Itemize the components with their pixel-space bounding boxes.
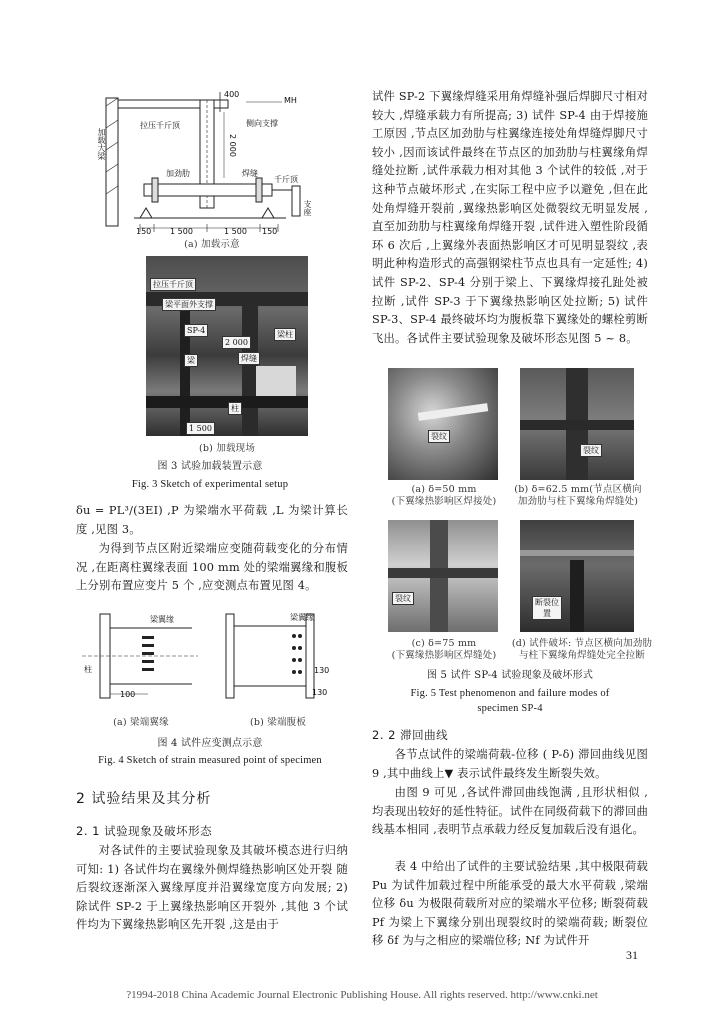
fig5c-label: 裂纹 — [392, 592, 414, 605]
paragraph-table4: 表 4 中给出了试件的主要试验结果 ,其中极限荷载 Pu 为试件加载过程中所能承受的最大水平荷载 ,梁端位移 δu 为极限荷载所对应的梁端水平位移; 断裂荷载 Pf 为梁上下翼缘分别出现裂纹时的梁端荷载; 断裂位移 δf 为与之相应的梁端位移; Nf 为试件开 — [372, 860, 648, 948]
fig5a-subcaption: (a) δ=50 mm (下翼缘热影响区焊接处) — [391, 484, 497, 507]
fig4a-svg — [82, 610, 200, 702]
fig3b-label-col2: 柱 — [228, 402, 242, 415]
fig5d-label: 断裂位置 — [532, 596, 562, 620]
paragraph-test-phenomena: 对各试件的主要试验现象及其破坏模态进行归纳可知: 1) 各试件均在翼缘外侧焊缝热影响区处开裂 随后裂纹逐渐深入翼缘厚度并沿翼缘宽度方向发展; 2) 除试件 SP-2 于上翼缘热影响区开裂外 ,其他 3 个试件均为下翼缘热影响区先开裂 ,这是由于 — [76, 844, 348, 932]
fig4a-subcaption: (a) 梁端翼缘 — [113, 717, 169, 728]
fig4b-diagram — [222, 610, 334, 702]
fig3a-label-support-right: 支座 — [303, 200, 312, 216]
fig3b-label-beam2: 梁柱 — [274, 328, 296, 341]
section-2-1-heading: 2. 1 试验现象及破坏形态 — [76, 824, 213, 838]
fig5c-subcaption: (c) δ=75 mm (下翼缘热影响区焊缝处) — [391, 638, 497, 661]
fig3a-label-d3: 1 500 — [224, 227, 247, 236]
fig3b-subcaption: (b) 加载现场 — [198, 443, 256, 454]
fig3a-label-lateral: 侧向支撑 — [246, 119, 278, 128]
fig4-caption-en: Fig. 4 Sketch of strain measured point of specimen — [98, 755, 322, 766]
fig3b-label-weld: 焊缝 — [238, 352, 260, 365]
fig3a-label-d4: 150 — [262, 227, 278, 236]
fig3a-subcaption: (a) 加载示意 — [184, 239, 240, 250]
fig3b-label-beam: 拉压千斤顶 — [150, 278, 196, 291]
fig3b-label-bottom: 1 500 — [186, 422, 215, 435]
fig5a-label: 裂纹 — [428, 430, 450, 443]
fig3a-label-weld: 焊缝 — [242, 169, 258, 178]
fig4a-label-col: 柱 — [84, 665, 92, 674]
formula-paragraph: δu = PL³/(3EI) ,P 为梁端水平荷载 ,L 为梁计算长度 ,见图 3。 — [76, 504, 348, 536]
fig5a-photo — [388, 368, 498, 480]
fig4b-label-dim2: 130 — [312, 688, 328, 697]
fig5b-label: 裂纹 — [580, 444, 602, 457]
fig5b-subcaption: (b) δ=62.5 mm(节点区横向 加劲肋与柱下翼缘角焊缝处) — [514, 484, 642, 507]
fig5d-photo — [520, 520, 634, 632]
fig3a-label-wall: 加载大梁 — [97, 128, 106, 160]
section-2-heading: 2 试验结果及其分析 — [76, 791, 212, 807]
fig3a-diagram — [96, 88, 328, 236]
paragraph-hysteresis-analysis: 由图 9 可见 ,各试件滞回曲线饱满 ,且形状相似 ,均表现出较好的延性特征。试件在同级荷载下的滞回曲线基本相同 ,表明节点承载力经反复加载后没有退化。 — [372, 786, 648, 837]
fig3b-label-dim: 2 000 — [222, 336, 251, 349]
fig4a-label-flange: 梁翼缘 — [150, 615, 174, 624]
section-2-2-heading: 2. 2 滞回曲线 — [372, 728, 449, 742]
fig4b-label-dim1: 130 — [314, 666, 330, 675]
fig4-caption: 图 4 试件应变测点示意 — [157, 738, 263, 749]
fig5-caption: 图 5 试件 SP-4 试验现象及破坏形式 — [426, 670, 594, 681]
fig3b-label-col: 梁 — [184, 354, 198, 367]
fig3a-label-d1: 150 — [136, 227, 152, 236]
fig3a-label-dim-400: 400 — [224, 90, 240, 99]
fig3a-label-support: 拉压千斤顶 — [140, 121, 180, 130]
paragraph-right-top: 试件 SP-2 下翼缘焊缝采用角焊缝补强后焊脚尺寸相对较大 ,焊缝承载力有所提高; 3) 试件 SP-4 由于焊接施工原因 ,节点区加劲肋与柱翼缘连接处角焊缝焊脚尺寸较小 ,因而该试件最终在节点区的加劲肋与柱翼缘角焊缝处拉断 ,试件承载力相对其他 3 个试件的较低 ,对于这种节点破坏形式 ,在实际工程中应予以避免 ,但在此处角焊缝开裂前 ,翼缘热影响区处微裂纹无明显发展 ,直至加劲肋与柱翼缘角焊缝开裂 ,试件进入塑性阶段循环 6 次后 ,上翼缘外表面热影响区才可见明显裂纹 ,表明此种构造形式的高强钢梁柱节点也具有一定延性; 4) 试件 SP-2、SP-4 分别于梁上、下翼缘焊接孔趾处被拉断 ,试件 SP-3 于下翼缘热影响区处拉断; 5) 试件 SP-3、SP-4 最终破坏均为腹板靠下翼缘处的螺栓剪断飞出。各试件主要试验现象及破坏形态见图 5 ~ 8。 — [372, 90, 648, 345]
fig3a-label-jack: 千斤顶 — [274, 175, 298, 184]
fig5-caption-en: Fig. 5 Test phenomenon and failure modes of specimen SP-4 — [410, 688, 610, 714]
page-number: 31 — [626, 948, 638, 962]
fig5d-subcaption: (d) 试件破坏: 节点区横向加劲肋 与柱下翼缘角焊缝处完全拉断 — [511, 638, 653, 661]
fig5c-photo — [388, 520, 498, 632]
footer-copyright: ?1994-2018 China Academic Journal Electronic Publishing House. All rights reserved. http://www.cnki.net — [126, 989, 598, 1001]
fig3-caption-en: Fig. 3 Sketch of experimental setup — [131, 479, 289, 490]
fig3a-label-stiffener-top: 加劲肋 — [166, 169, 190, 178]
fig3-caption: 图 3 试验加载装置示意 — [157, 461, 263, 472]
fig3a-label-dim-2000: 2 000 — [228, 134, 237, 157]
paragraph-strain-gauges: 为得到节点区附近梁端应变随荷载变化的分布情况 ,在距离柱翼缘表面 100 mm 处的梁端翼缘和腹板上分别布置应变片 5 个 ,应变测点布置见图 4。 — [76, 542, 348, 593]
fig3a-svg — [96, 88, 328, 236]
fig4a-label-dim: 100 — [120, 690, 136, 699]
fig4a-diagram — [82, 610, 200, 702]
fig4b-subcaption: (b) 梁端腹板 — [249, 717, 307, 728]
fig3b-label-side: 梁平面外支撑 — [162, 298, 216, 311]
fig4b-label-weld: 梁翼缘 — [290, 613, 314, 622]
fig3b-label-sp: SP-4 — [184, 324, 208, 337]
fig3a-label-d2: 1 500 — [170, 227, 193, 236]
fig3a-label-mh: MH — [284, 96, 297, 105]
paragraph-hysteresis-intro: 各节点试件的梁端荷载-位移 ( P-δ) 滞回曲线见图 9 ,其中曲线上▼ 表示试件最终发生断裂失效。 — [372, 748, 648, 780]
fig5b-photo — [520, 368, 634, 480]
fig3b-photo — [146, 256, 308, 436]
